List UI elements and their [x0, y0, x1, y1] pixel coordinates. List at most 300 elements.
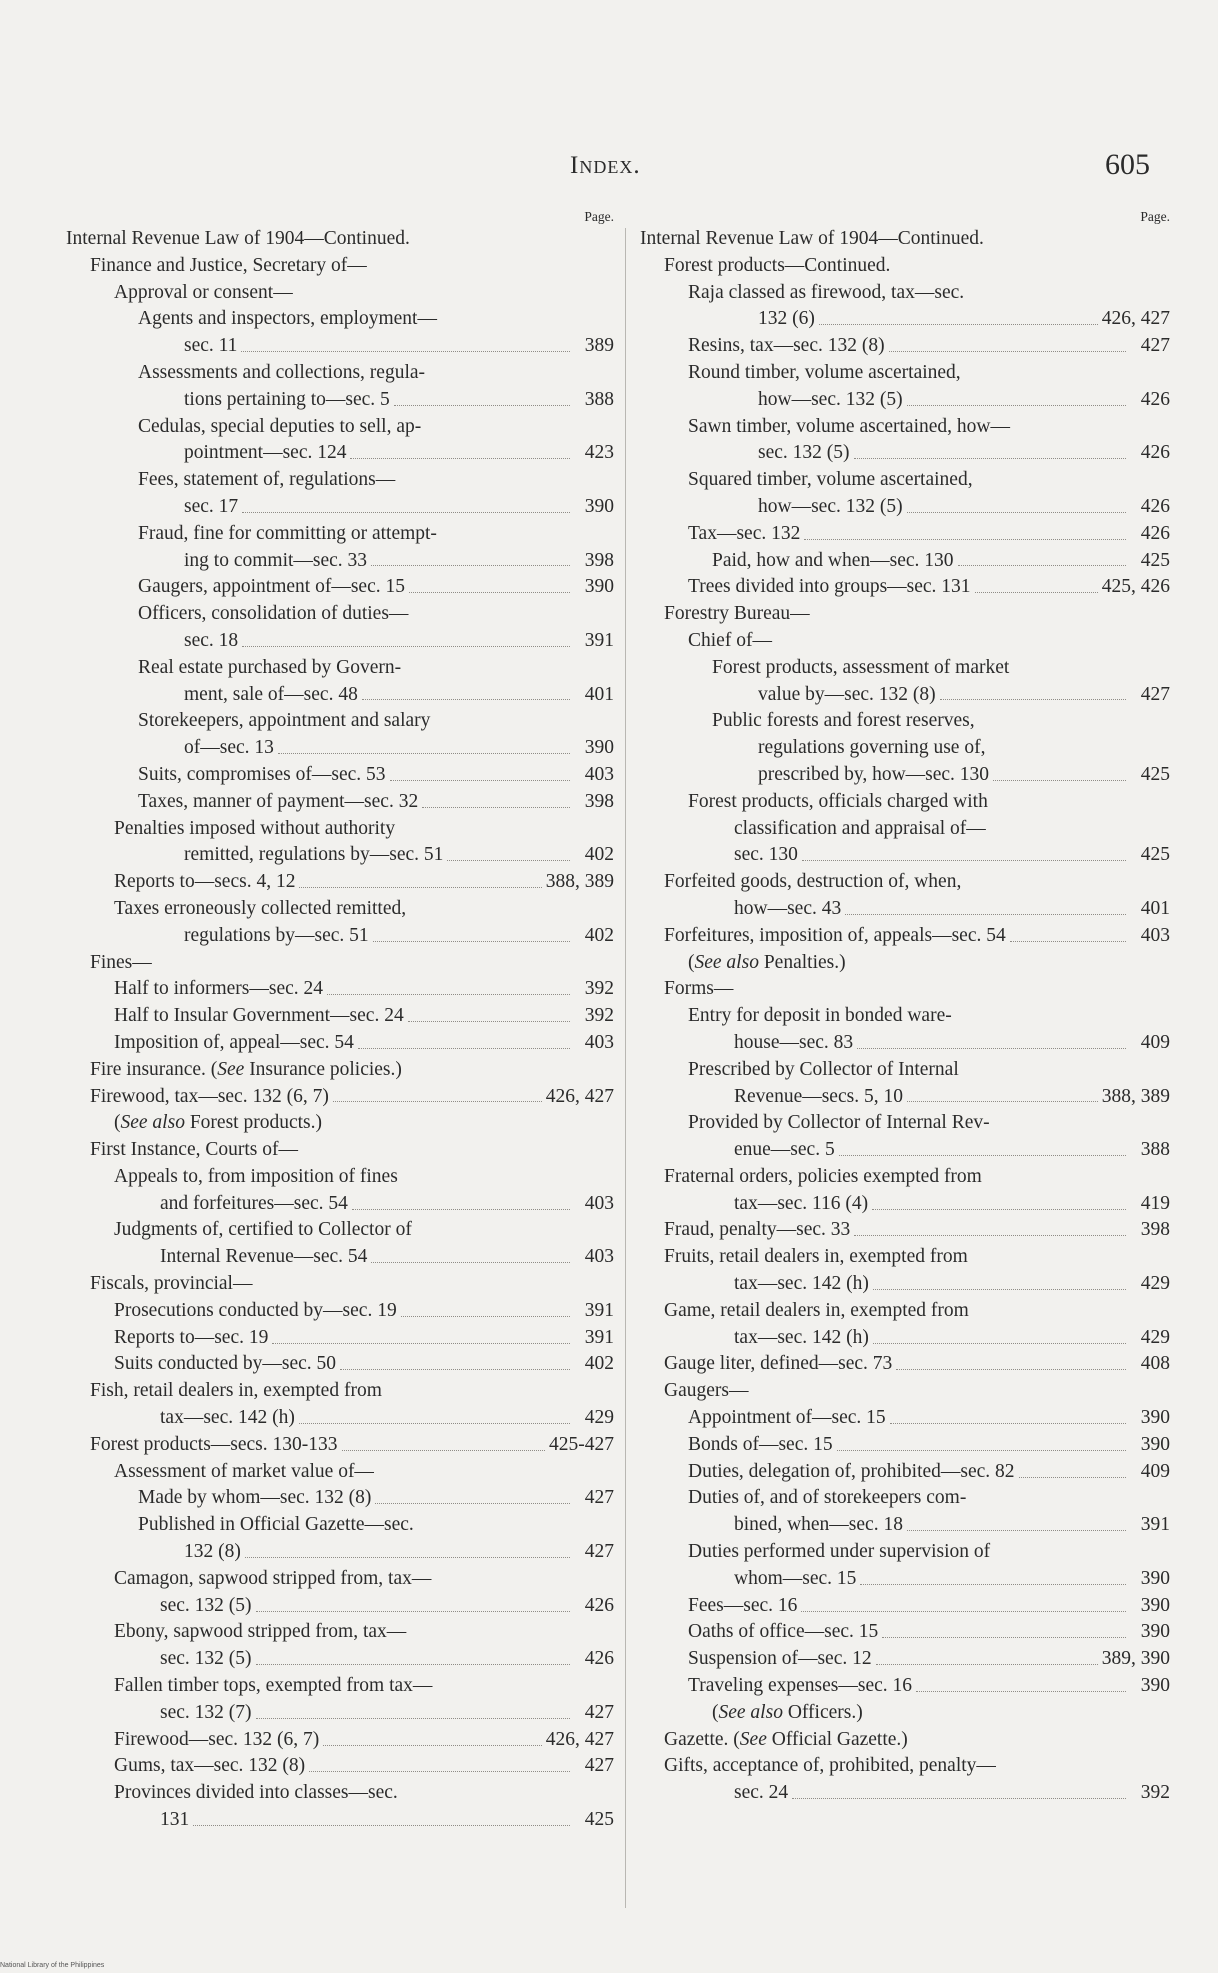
entry-text: regulations by—sec. 51 — [184, 924, 369, 946]
dot-leader — [975, 592, 1098, 593]
page-reference: 390 — [1140, 1675, 1170, 1697]
entry-text: Forest products, officials charged with — [688, 790, 988, 812]
index-entry — [66, 1244, 614, 1271]
page-reference: 426 — [1140, 495, 1170, 517]
dot-leader — [272, 1343, 570, 1344]
page-reference: 403 — [584, 1192, 614, 1214]
dot-leader — [408, 1021, 570, 1022]
page-reference: 388 — [1140, 1139, 1170, 1161]
dot-leader — [245, 1557, 570, 1558]
entry-text: Suspension of—sec. 12 — [688, 1648, 872, 1670]
entry-text: Duties, delegation of, prohibited—sec. 82 — [688, 1460, 1015, 1482]
page-column-heading: Page. — [584, 209, 614, 224]
page-reference: 426 — [1140, 522, 1170, 544]
index-entry — [640, 1298, 1170, 1325]
entry-text: and forfeitures—sec. 54 — [160, 1192, 348, 1214]
page-reference: 429 — [1140, 1273, 1170, 1295]
index-entry — [640, 1084, 1170, 1111]
entry-text: Prescribed by Collector of Internal — [688, 1058, 959, 1080]
index-entry — [66, 735, 614, 762]
index-entry — [66, 762, 614, 789]
entry-text: Gaugers— — [664, 1380, 749, 1402]
entry-text: Suits, compromises of—sec. 53 — [138, 763, 386, 785]
entry-text: pointment—sec. 124 — [184, 442, 347, 464]
entry-text: Reports to—secs. 4, 12 — [114, 871, 296, 893]
dot-leader — [993, 780, 1126, 781]
entry-text: Trees divided into groups—sec. 131 — [688, 576, 971, 598]
index-entry — [640, 976, 1170, 1003]
dot-leader — [845, 914, 1126, 915]
page-reference: 427 — [584, 1755, 614, 1777]
entry-text: Firewood—sec. 132 (6, 7) — [114, 1728, 320, 1750]
index-entry — [66, 1003, 614, 1030]
entry-text: Duties of, and of storekeepers com- — [688, 1487, 967, 1509]
index-entry — [640, 253, 1170, 280]
index-entry — [640, 1727, 1170, 1754]
index-entry — [640, 869, 1170, 896]
entry-text: Internal Revenue Law of 1904—Continued. — [66, 228, 410, 249]
entry-text: Published in Official Gazette—sec. — [138, 1514, 414, 1536]
index-entry — [66, 1673, 614, 1700]
dot-leader — [872, 1209, 1126, 1210]
entry-text: Provinces divided into classes—sec. — [114, 1782, 398, 1804]
entry-text: prescribed by, how—sec. 130 — [758, 763, 990, 785]
entry-text: Real estate purchased by Govern- — [138, 656, 402, 678]
entry-text: tions pertaining to—sec. 5 — [184, 388, 390, 410]
running-head: Index. — [570, 152, 641, 179]
entry-text: Forms— — [664, 978, 734, 1000]
dot-leader — [256, 1664, 570, 1665]
index-entry — [640, 601, 1170, 628]
index-entry — [66, 1084, 614, 1111]
entry-text: sec. 18 — [184, 629, 239, 651]
page-reference: 423 — [584, 442, 614, 464]
index-entry — [640, 1164, 1170, 1191]
entry-text: whom—sec. 15 — [734, 1567, 857, 1589]
entry-text: Cedulas, special deputies to sell, ap- — [138, 415, 422, 437]
index-entry — [640, 1780, 1170, 1807]
entry-text: ing to commit—sec. 33 — [184, 549, 368, 571]
entry-text: Taxes erroneously collected remitted, — [114, 897, 407, 919]
entry-text: ment, sale of—sec. 48 — [184, 683, 358, 705]
entry-text: Paid, how and when—sec. 130 — [712, 549, 954, 571]
index-entry — [66, 708, 614, 735]
page-column-heading: Page. — [1140, 209, 1170, 224]
dot-leader — [837, 1450, 1126, 1451]
dot-leader — [890, 1423, 1126, 1424]
dot-leader — [242, 646, 570, 647]
page-reference: 427 — [584, 1487, 614, 1509]
index-entry — [640, 1700, 1170, 1727]
entry-text: Chief of— — [688, 629, 772, 651]
page-reference: 419 — [1140, 1192, 1170, 1214]
index-entry — [66, 1298, 614, 1325]
page-reference: 390 — [584, 576, 614, 598]
entry-text: sec. 11 — [184, 335, 238, 357]
index-entry — [640, 1753, 1170, 1780]
index-entry — [66, 360, 614, 387]
dot-leader — [256, 1718, 570, 1719]
entry-text: Internal Revenue—sec. 54 — [160, 1246, 368, 1268]
page-reference: 390 — [1140, 1433, 1170, 1455]
entry-text: Game, retail dealers in, exempted from — [664, 1299, 969, 1321]
page-number: 605 — [1105, 148, 1150, 181]
page-reference: 390 — [584, 495, 614, 517]
index-entry — [66, 1459, 614, 1486]
entry-text: Assessment of market value of— — [114, 1460, 374, 1482]
page-reference: 389, 390 — [1101, 1648, 1170, 1670]
index-entry — [640, 1405, 1170, 1432]
index-entry — [640, 280, 1170, 307]
dot-leader — [242, 512, 570, 513]
index-entry — [66, 1432, 614, 1459]
dot-leader — [907, 512, 1126, 513]
page-reference: 426 — [584, 1648, 614, 1670]
index-entry — [66, 414, 614, 441]
index-entry — [640, 1459, 1170, 1486]
dot-leader — [256, 1611, 570, 1612]
dot-leader — [394, 405, 570, 406]
index-entry — [640, 1030, 1170, 1057]
page-reference: 403 — [1140, 924, 1170, 946]
index-entry — [640, 1217, 1170, 1244]
dot-leader — [333, 1101, 542, 1102]
page-reference: 391 — [584, 1299, 614, 1321]
dot-leader — [350, 458, 570, 459]
index-entry — [66, 387, 614, 414]
page-reference: 398 — [584, 549, 614, 571]
page-reference: 425 — [1140, 763, 1170, 785]
entry-text: sec. 132 (5) — [758, 442, 850, 464]
index-entry — [66, 521, 614, 548]
index-entry — [640, 762, 1170, 789]
entry-text: Reports to—sec. 19 — [114, 1326, 269, 1348]
index-entry — [66, 601, 614, 628]
page-reference: 403 — [584, 1031, 614, 1053]
entry-text: Judgments of, certified to Collector of — [114, 1219, 412, 1241]
index-entry — [66, 816, 614, 843]
dot-leader — [390, 780, 570, 781]
index-entry — [640, 1110, 1170, 1137]
index-entry — [640, 896, 1170, 923]
index-entry — [640, 1566, 1170, 1593]
entry-text: Fruits, retail dealers in, exempted from — [664, 1246, 968, 1268]
page-reference: 390 — [584, 737, 614, 759]
entry-text: Duties performed under supervision of — [688, 1541, 991, 1563]
entry-text: Fees, statement of, regulations— — [138, 469, 396, 491]
index-entry — [66, 1351, 614, 1378]
page-reference: 390 — [1140, 1621, 1170, 1643]
entry-text: (See also Penalties.) — [688, 951, 846, 973]
entry-text: tax—sec. 116 (4) — [734, 1192, 869, 1214]
index-entry — [640, 708, 1170, 735]
entry-text: 132 (8) — [184, 1541, 241, 1563]
index-entry — [66, 1110, 614, 1137]
entry-text: tax—sec. 142 (h) — [734, 1326, 869, 1348]
index-entry — [66, 1593, 614, 1620]
page-reference: 392 — [1140, 1782, 1170, 1804]
dot-leader — [940, 699, 1126, 700]
index-entry — [640, 548, 1170, 575]
entry-text: Storekeepers, appointment and salary — [138, 710, 431, 732]
entry-text: Suits conducted by—sec. 50 — [114, 1353, 337, 1375]
index-entry — [66, 1646, 614, 1673]
dot-leader — [299, 1423, 570, 1424]
entry-text: sec. 132 (5) — [160, 1594, 252, 1616]
entry-text: sec. 24 — [734, 1782, 789, 1804]
dot-leader — [1010, 941, 1126, 942]
index-entry — [66, 682, 614, 709]
dot-leader — [193, 1825, 570, 1826]
page-reference: 427 — [584, 1701, 614, 1723]
page-reference: 402 — [584, 1353, 614, 1375]
entry-text: Fiscals, provincial— — [90, 1273, 253, 1295]
entry-text: house—sec. 83 — [734, 1031, 854, 1053]
dot-leader — [907, 405, 1126, 406]
index-entry — [640, 923, 1170, 950]
index-entry — [66, 333, 614, 360]
index-entry — [66, 1780, 614, 1807]
index-entry — [640, 655, 1170, 682]
entry-text: Forestry Bureau— — [664, 603, 810, 625]
entry-text: Fire insurance. (See Insurance policies.) — [90, 1058, 402, 1080]
index-entry — [66, 253, 614, 280]
dot-leader — [907, 1101, 1098, 1102]
page-reference: 388, 389 — [545, 871, 614, 893]
index-entry — [66, 440, 614, 467]
index-entry — [640, 1351, 1170, 1378]
index-entry — [66, 548, 614, 575]
entry-text: tax—sec. 142 (h) — [734, 1273, 869, 1295]
entry-text: Fraternal orders, policies exempted from — [664, 1165, 982, 1187]
entry-text: 131 — [160, 1809, 190, 1831]
entry-text: Gums, tax—sec. 132 (8) — [114, 1755, 306, 1777]
index-entry — [640, 1325, 1170, 1352]
entry-text: First Instance, Courts of— — [90, 1139, 298, 1161]
index-entry — [66, 1753, 614, 1780]
entry-text: value by—sec. 132 (8) — [758, 683, 936, 705]
entry-text: Gaugers, appointment of—sec. 15 — [138, 576, 405, 598]
index-entry — [640, 1619, 1170, 1646]
index-entry — [640, 1057, 1170, 1084]
index-entry — [66, 950, 614, 977]
index-entry — [66, 976, 614, 1003]
index-entry — [640, 306, 1170, 333]
page-reference: 398 — [1140, 1219, 1170, 1241]
index-entry — [640, 1191, 1170, 1218]
index-entry — [66, 923, 614, 950]
index-entry — [640, 1003, 1170, 1030]
page-reference: 409 — [1140, 1031, 1170, 1053]
index-entry — [66, 1807, 614, 1834]
entry-text: sec. 17 — [184, 495, 239, 517]
entry-text: Round timber, volume ascertained, — [688, 361, 961, 383]
page-reference: 409 — [1140, 1460, 1170, 1482]
entry-text: 132 (6) — [758, 308, 815, 330]
index-entry — [66, 1700, 614, 1727]
entry-text: Public forests and forest reserves, — [712, 710, 975, 732]
entry-text: Bonds of—sec. 15 — [688, 1433, 833, 1455]
index-entry — [640, 789, 1170, 816]
entry-text: how—sec. 43 — [734, 897, 842, 919]
page-reference: 427 — [1140, 683, 1170, 705]
index-entry — [640, 735, 1170, 762]
entry-text: enue—sec. 5 — [734, 1139, 835, 1161]
index-entry — [640, 1271, 1170, 1298]
index-entry — [640, 1378, 1170, 1405]
dot-leader — [342, 1450, 545, 1451]
entry-text: Imposition of, appeal—sec. 54 — [114, 1031, 354, 1053]
entry-text: Prosecutions conducted by—sec. 19 — [114, 1299, 397, 1321]
entry-text: Internal Revenue Law of 1904—Continued. — [640, 228, 984, 249]
dot-leader — [801, 1611, 1126, 1612]
entry-text: Taxes, manner of payment—sec. 32 — [138, 790, 419, 812]
entry-text: Fraud, penalty—sec. 33 — [664, 1219, 851, 1241]
index-entry — [66, 1030, 614, 1057]
entry-text: Fraud, fine for committing or attempt- — [138, 522, 437, 544]
dot-leader — [802, 860, 1126, 861]
entry-text: how—sec. 132 (5) — [758, 495, 903, 517]
entry-text: Gauge liter, defined—sec. 73 — [664, 1353, 893, 1375]
page-reference: 389 — [584, 335, 614, 357]
entry-text: of—sec. 13 — [184, 737, 274, 759]
dot-leader — [278, 753, 570, 754]
page-reference: 425 — [1140, 844, 1170, 866]
page-reference: 429 — [1140, 1326, 1170, 1348]
dot-leader — [340, 1369, 570, 1370]
entry-text: sec. 132 (5) — [160, 1648, 252, 1670]
page-reference: 391 — [1140, 1514, 1170, 1536]
index-entry — [640, 1593, 1170, 1620]
dot-leader — [873, 1343, 1126, 1344]
page-reference: 426, 427 — [545, 1085, 614, 1107]
entry-text: Fines— — [90, 951, 152, 973]
dot-leader — [857, 1048, 1126, 1049]
index-entry — [66, 869, 614, 896]
index-entry — [66, 1378, 614, 1405]
index-entry — [66, 1539, 614, 1566]
entry-text: tax—sec. 142 (h) — [160, 1407, 295, 1429]
dot-leader — [401, 1316, 570, 1317]
index-entry — [66, 1727, 614, 1754]
index-entry — [66, 467, 614, 494]
dot-leader — [958, 565, 1126, 566]
entry-text: Penalties imposed without authority — [114, 817, 396, 839]
index-entry — [640, 1512, 1170, 1539]
entry-text: Agents and inspectors, employment— — [138, 308, 437, 330]
index-entry — [640, 440, 1170, 467]
dot-leader — [241, 351, 570, 352]
page-reference: 403 — [584, 763, 614, 785]
page-reference: 426, 427 — [1101, 308, 1170, 330]
dot-leader — [352, 1209, 570, 1210]
page-reference: 398 — [584, 790, 614, 812]
entry-text: Entry for deposit in bonded ware- — [688, 1005, 952, 1027]
index-column-right — [640, 208, 1170, 1807]
entry-text: Tax—sec. 132 — [688, 522, 801, 544]
page-reference: 388, 389 — [1101, 1085, 1170, 1107]
dot-leader — [819, 324, 1098, 325]
page-reference: 392 — [584, 1005, 614, 1027]
entry-text: Revenue—secs. 5, 10 — [734, 1085, 903, 1107]
entry-text: Squared timber, volume ascertained, — [688, 469, 973, 491]
dot-leader — [1019, 1477, 1126, 1478]
entry-text: Forest products, assessment of market — [712, 656, 1010, 678]
entry-text: classification and appraisal of— — [734, 817, 986, 839]
index-entry — [66, 1137, 614, 1164]
dot-leader — [792, 1798, 1126, 1799]
page-reference: 390 — [1140, 1594, 1170, 1616]
index-entry — [640, 1539, 1170, 1566]
entry-text: Gazette. (See Official Gazette.) — [664, 1728, 908, 1750]
entry-text: Officers, consolidation of duties— — [138, 603, 409, 625]
dot-leader — [889, 351, 1126, 352]
page-reference: 391 — [584, 1326, 614, 1348]
page-reference: 427 — [1140, 335, 1170, 357]
page-reference: 390 — [1140, 1567, 1170, 1589]
dot-leader — [907, 1530, 1126, 1531]
index-entry — [640, 360, 1170, 387]
footer-credit: National Library of the Philippines — [0, 1962, 105, 1969]
entry-text: Oaths of office—sec. 15 — [688, 1621, 879, 1643]
entry-text: Gifts, acceptance of, prohibited, penalty— — [664, 1755, 996, 1777]
entry-text: how—sec. 132 (5) — [758, 388, 903, 410]
index-entry — [66, 494, 614, 521]
index-entry — [640, 574, 1170, 601]
index-entry — [640, 1137, 1170, 1164]
index-entry — [66, 306, 614, 333]
dot-leader — [896, 1369, 1126, 1370]
index-column-left — [66, 208, 614, 1834]
index-entry — [640, 333, 1170, 360]
entry-text: Resins, tax—sec. 132 (8) — [688, 335, 885, 357]
entry-text: Appointment of—sec. 15 — [688, 1407, 886, 1429]
entry-text: Sawn timber, volume ascertained, how— — [688, 415, 1010, 437]
index-entry — [66, 574, 614, 601]
entry-text: Camagon, sapwood stripped from, tax— — [114, 1567, 432, 1589]
dot-leader — [804, 539, 1126, 540]
page-reference: 391 — [584, 629, 614, 651]
index-entry — [640, 414, 1170, 441]
index-entry — [66, 1566, 614, 1593]
dot-leader — [327, 994, 570, 995]
index-entry — [640, 494, 1170, 521]
index-entry — [66, 789, 614, 816]
page-reference: 392 — [584, 978, 614, 1000]
index-entry — [640, 842, 1170, 869]
index-entry — [640, 1432, 1170, 1459]
index-entry — [640, 1646, 1170, 1673]
entry-text: sec. 130 — [734, 844, 798, 866]
page-reference: 401 — [1140, 897, 1170, 919]
entry-text: Approval or consent— — [114, 281, 293, 303]
page-reference: 426 — [1140, 388, 1170, 410]
entry-text: Provided by Collector of Internal Rev- — [688, 1112, 990, 1134]
dot-leader — [362, 699, 570, 700]
entry-text: Forfeited goods, destruction of, when, — [664, 871, 962, 893]
index-entry — [66, 1191, 614, 1218]
dot-leader — [876, 1664, 1098, 1665]
page-reference: 401 — [584, 683, 614, 705]
page-reference: 402 — [584, 844, 614, 866]
entry-text: remitted, regulations by—sec. 51 — [184, 844, 444, 866]
index-entry — [66, 1512, 614, 1539]
entry-text: bined, when—sec. 18 — [734, 1514, 903, 1536]
index-entry — [66, 280, 614, 307]
index-entry — [66, 628, 614, 655]
page-reference: 402 — [584, 924, 614, 946]
page-reference: 426 — [1140, 442, 1170, 464]
